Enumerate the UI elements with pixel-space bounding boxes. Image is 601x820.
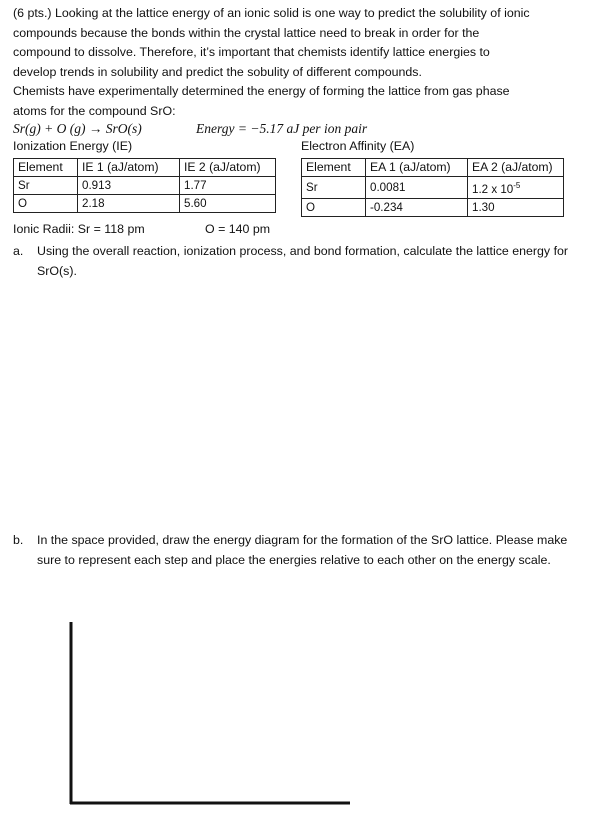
header-cell: Element [302, 159, 366, 177]
electron-affinity-table [301, 158, 564, 217]
question-a-text: Using the overall reaction, ionization process, and bond formation, calculate the lattice energy for SrO(s). [37, 244, 569, 278]
table-row [14, 177, 276, 195]
table-cell: O [302, 198, 366, 216]
ea-table-caption: Electron Affinity (EA) [301, 139, 415, 153]
energy-diagram-axes [60, 620, 360, 810]
table-cell: 0.913 [78, 177, 180, 195]
table-cell: 1.30 [468, 198, 564, 216]
table-cell: 2.18 [78, 195, 180, 213]
question-a [13, 241, 588, 281]
table-row [302, 177, 564, 199]
ea2-sr-value: 1.2 x 10 [472, 182, 514, 196]
reaction-equation-row [13, 121, 593, 139]
table-header-row [302, 159, 564, 177]
intro-line: atoms for the compound SrO: [13, 103, 176, 118]
table-header-row [14, 159, 276, 177]
table-row [302, 198, 564, 216]
intro-line: Chemists have experimentally determined the energy of forming the lattice from gas phase [13, 84, 510, 98]
intro-line: compounds because the bonds within the crystal lattice need to break in order for the [13, 25, 480, 40]
intro-line: compound to dissolve. Therefore, it’s important that chemists identify lattice energies to [13, 45, 490, 59]
reaction-equation: Sr(g) + O (g) → SrO(s) [13, 121, 142, 136]
header-cell: EA 2 (aJ/atom) [468, 159, 564, 177]
intro-line: (6 pts.) Looking at the lattice energy of an ionic solid is one way to predict the solubility of ionic [13, 6, 530, 20]
question-a-label: a. [13, 244, 24, 258]
table-cell [468, 177, 564, 199]
ionic-radius-sr: Ionic Radii: Sr = 118 pm [13, 222, 145, 236]
table-cell: 5.60 [180, 195, 276, 213]
table-row [14, 195, 276, 213]
header-cell: EA 1 (aJ/atom) [366, 159, 468, 177]
question-b-text: In the space provided, draw the energy diagram for the formation of the SrO lattice. Please make sure to represent each step and place the energies relative to each other on the energy scale. [37, 533, 568, 567]
reaction-energy: Energy = −5.17 aJ per ion pair [196, 121, 368, 136]
ie-table-caption: Ionization Energy (IE) [13, 139, 133, 153]
question-b-label: b. [13, 533, 24, 547]
header-cell: Element [14, 159, 78, 177]
table-cell: 1.77 [180, 177, 276, 195]
ionization-energy-table [13, 158, 276, 213]
header-cell: IE 1 (aJ/atom) [78, 159, 180, 177]
header-cell: IE 2 (aJ/atom) [180, 159, 276, 177]
table-cell: Sr [302, 177, 366, 199]
table-cell: Sr [14, 177, 78, 195]
ionic-radius-o: O = 140 pm [205, 222, 271, 236]
problem-intro [13, 4, 593, 121]
table-cell: O [14, 195, 78, 213]
table-cell: 0.0081 [366, 177, 468, 199]
ea2-sr-exponent: -5 [513, 181, 521, 190]
ionic-radii [13, 222, 413, 240]
question-b [13, 530, 588, 570]
intro-line: develop trends in solubility and predict the sobulity of different compounds. [13, 64, 422, 79]
table-cell: -0.234 [366, 198, 468, 216]
